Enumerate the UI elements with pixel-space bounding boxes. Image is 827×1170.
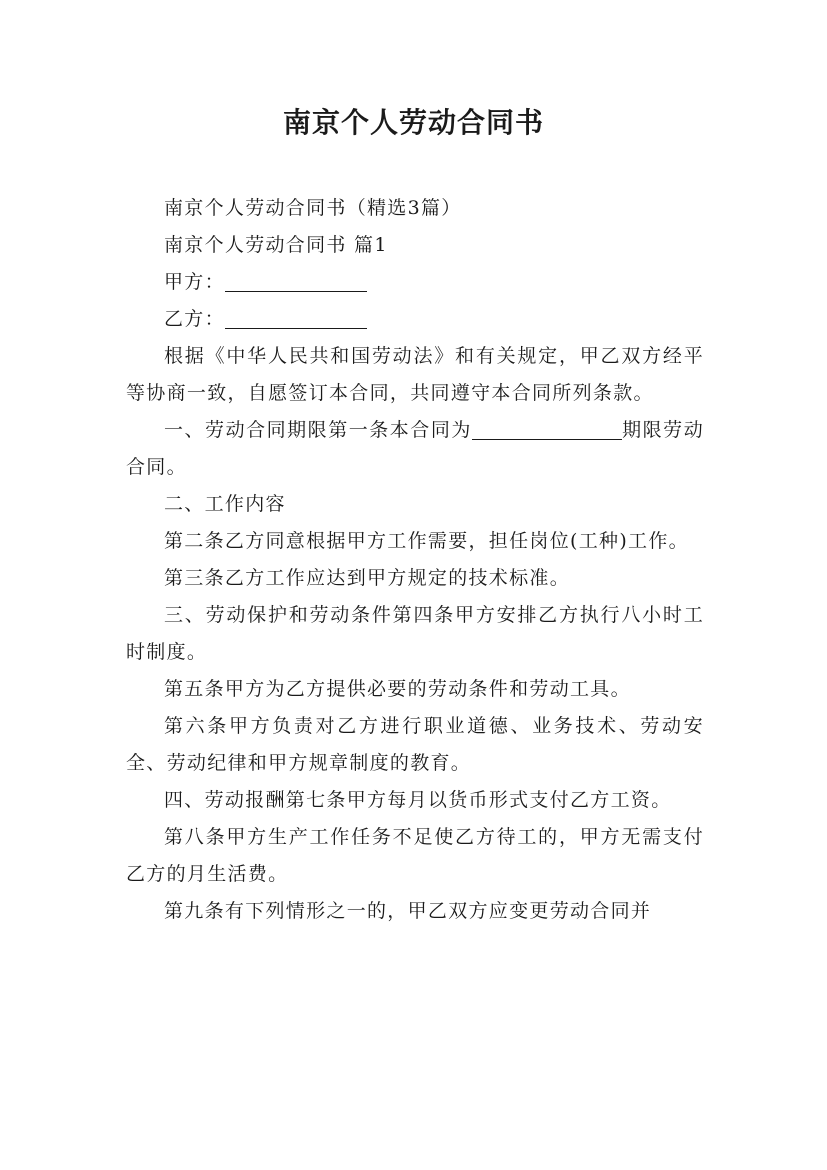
party-a-blank (225, 269, 367, 292)
party-a-label: 甲方： (164, 271, 225, 293)
term-text-after: 期限劳动合同。 (126, 419, 704, 478)
document-title: 南京个人劳动合同书 (282, 106, 544, 139)
paragraph-article-3: 第三条乙方工作应达到甲方规定的技术标准。 (164, 567, 571, 589)
paragraph-section-heading: 南京个人劳动合同书 篇1 (164, 234, 388, 256)
party-b-line (126, 301, 704, 338)
paragraph-article-6: 第六条甲方负责对乙方进行职业道德、业务技术、劳动安全、劳动纪律和甲方规章制度的教育。 (126, 715, 704, 774)
paragraph-article-5: 第五条甲方为乙方提供必要的劳动条件和劳动工具。 (164, 678, 631, 700)
party-b-label: 乙方： (164, 308, 225, 330)
paragraph-term (126, 412, 704, 486)
paragraph-subtitle: 南京个人劳动合同书（精选3篇） (164, 197, 462, 219)
party-a-line (126, 264, 704, 301)
paragraph-article-2: 第二条乙方同意根据甲方工作需要，担任岗位(工种)工作。 (164, 530, 689, 552)
party-b-blank (225, 306, 367, 329)
paragraph-article-8: 第八条甲方生产工作任务不足使乙方待工的，甲方无需支付乙方的月生活费。 (126, 826, 704, 885)
paragraph-work-content-heading: 二、工作内容 (164, 493, 286, 515)
term-blank (472, 417, 622, 440)
paragraph-article-4: 三、劳动保护和劳动条件第四条甲方安排乙方执行八小时工时制度。 (126, 604, 704, 663)
paragraph-article-7: 四、劳动报酬第七条甲方每月以货币形式支付乙方工资。 (164, 789, 672, 811)
document-body (126, 190, 704, 930)
paragraph-article-9: 第九条有下列情形之一的，甲乙双方应变更劳动合同并 (164, 900, 652, 922)
term-text-before: 一、劳动合同期限第一条本合同为 (164, 419, 472, 441)
paragraph-preamble: 根据《中华人民共和国劳动法》和有关规定，甲乙双方经平等协商一致，自愿签订本合同，共同遵守本合同所列条款。 (126, 345, 704, 404)
